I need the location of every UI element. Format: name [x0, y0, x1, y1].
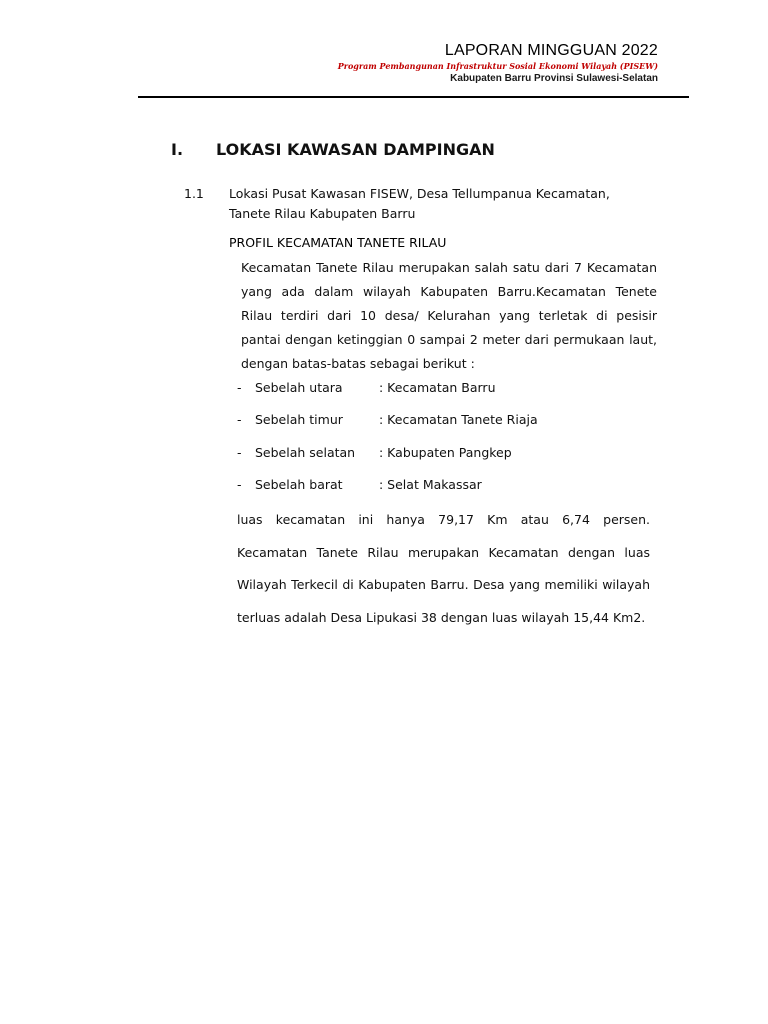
border-direction: Sebelah utara	[255, 380, 343, 395]
border-value: : Kabupaten Pangkep	[379, 445, 512, 460]
subsection-number: 1.1	[184, 186, 204, 201]
profil-title: PROFIL KECAMATAN TANETE RILAU	[229, 235, 447, 250]
border-value: : Kecamatan Barru	[379, 380, 496, 395]
header-rule	[138, 96, 689, 98]
section-title: LOKASI KAWASAN DAMPINGAN	[216, 140, 495, 159]
section-number: I.	[171, 140, 184, 159]
subsection-line-1: Lokasi Pusat Kawasan FISEW, Desa Tellumpanua Kecamatan,	[229, 186, 610, 201]
border-value: : Selat Makassar	[379, 477, 482, 492]
bullet-dash: -	[237, 445, 242, 460]
header-location: Kabupaten Barru Provinsi Sulawesi-Selatan	[450, 73, 658, 84]
header-program: Program Pembangunan Infrastruktur Sosial Ekonomi Wilayah (PISEW)	[337, 61, 658, 71]
border-direction: Sebelah timur	[255, 412, 343, 427]
border-direction: Sebelah barat	[255, 477, 343, 492]
profil-paragraph-1: Kecamatan Tanete Rilau merupakan salah satu dari 7 Kecamatan yang ada dalam wilayah Kabupaten Barru.Kecamatan Tenete Rilau terdiri dari 10 desa/ Kelurahan yang terletak di pesisir pantai dengan ketinggian 0 sampai 2 meter dari permukaan laut, dengan batas-batas sebagai berikut :	[241, 260, 657, 371]
bullet-dash: -	[237, 380, 242, 395]
header-title: LAPORAN MINGGUAN 2022	[444, 42, 658, 59]
border-value: : Kecamatan Tanete Riaja	[379, 412, 538, 427]
subsection-text	[229, 184, 649, 224]
profil-paragraph-2: luas kecamatan ini hanya 79,17 Km atau 6,74 persen. Kecamatan Tanete Rilau merupakan Kecamatan dengan luas Wilayah Terkecil di Kabupaten Barru. Desa yang memiliki wilayah terluas adalah Desa Lipukasi 38 dengan luas wilayah 15,44 Km2.	[237, 512, 650, 625]
bullet-dash: -	[237, 477, 242, 492]
bullet-dash: -	[237, 412, 242, 427]
subsection-line-2: Tanete Rilau Kabupaten Barru	[229, 206, 416, 221]
border-direction: Sebelah selatan	[255, 445, 356, 460]
